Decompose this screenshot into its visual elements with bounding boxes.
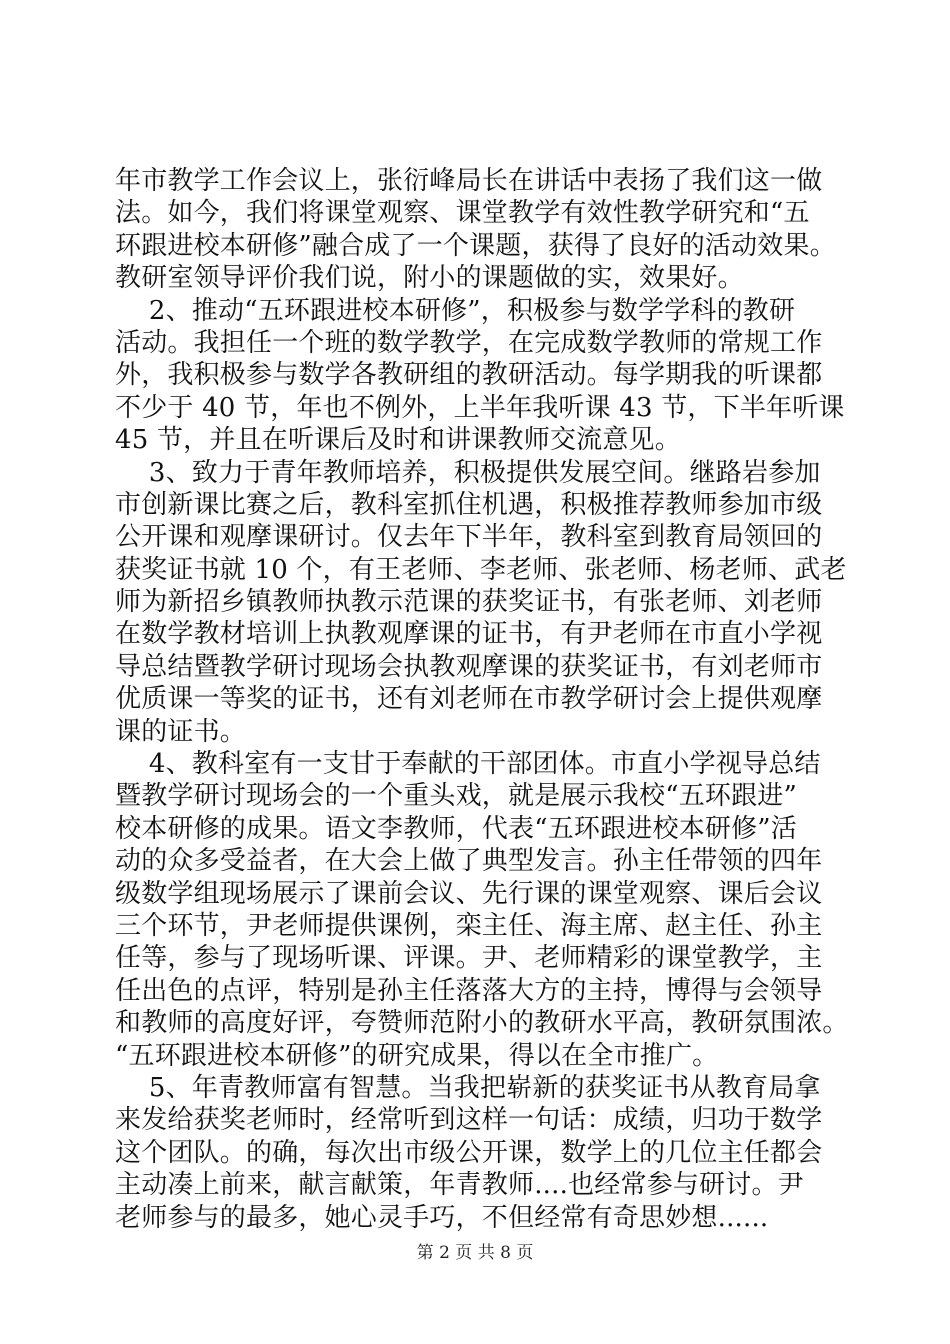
text-line: 师为新招乡镇教师执教示范课的获奖证书，有张老师、刘老师	[115, 587, 823, 618]
text-line: 2、推动“五环跟进校本研修”，积极参与数学学科的教研	[115, 295, 796, 326]
text-line: 5、年青教师富有智慧。当我把崭新的获奖证书从教育局拿	[115, 1072, 821, 1103]
text-line: 三个环节，尹老师提供课例，栾主任、海主席、赵主任、孙主	[115, 910, 823, 941]
text-line: 法。如今，我们将课堂观察、课堂教学有效性教学研究和“五	[115, 198, 810, 229]
text-line: 课的证书。	[115, 716, 247, 747]
text-line: “五环跟进校本研修”的研究成果，得以在全市推广。	[115, 1040, 719, 1071]
text-line: 任等，参与了现场听课、评课。尹、老师精彩的课堂教学，主	[115, 943, 823, 974]
text-line: 环跟进校本研修”融合成了一个课题，获得了良好的活动效果。	[115, 230, 836, 261]
text-line: 这个团队。的确，每次出市级公开课，数学上的几位主任都会	[115, 1137, 823, 1168]
page-number-indicator: 第 2 页 共 8 页	[416, 1243, 534, 1263]
text-line: 获奖证书就 10 个，有王老师、李老师、张老师、杨老师、武老	[115, 554, 847, 585]
text-line: 级数学组现场展示了课前会议、先行课的课堂观察、课后会议	[115, 878, 823, 909]
text-line: 公开课和观摩课研讨。仅去年下半年，教科室到教育局领回的	[115, 522, 823, 553]
text-line: 4、教科室有一支甘于奉献的干部团体。市直小学视导总结	[115, 749, 821, 780]
text-line: 来发给获奖老师时，经常听到这样一句话：成绩，归功于数学	[115, 1105, 823, 1136]
text-line: 主动凑上前来，献言献策，年青教师....也经常参与研讨。尹	[115, 1170, 804, 1201]
text-line: 市创新课比赛之后，教科室抓住机遇，积极推荐教师参加市级	[115, 489, 823, 520]
text-line: 导总结暨教学研讨现场会执教观摩课的获奖证书，有刘老师市	[115, 651, 823, 682]
text-line: 外，我积极参与数学各教研组的教研活动。每学期我的听课都	[115, 360, 823, 391]
text-line: 不少于 40 节，年也不例外，上半年我听课 43 节，下半年听课	[115, 392, 845, 423]
text-line: 年市教学工作会议上，张衍峰局长在讲话中表扬了我们这一做	[115, 166, 823, 196]
text-line: 动的众多受益者，在大会上做了典型发言。孙主任带领的四年	[115, 846, 823, 877]
text-line: 在数学教材培训上执教观摩课的证书，有尹老师在市直小学视	[115, 619, 823, 650]
page-footer	[0, 1238, 950, 1263]
text-line: 教研室领导评价我们说，附小的课题做的实，效果好。	[115, 263, 744, 294]
text-line: 任出色的点评，特别是孙主任落落大方的主持，博得与会领导	[115, 975, 823, 1006]
text-line: 校本研修的成果。语文李教师，代表“五环跟进校本研修”活	[115, 813, 797, 844]
text-line: 45 节，并且在听课后及时和讲课教师交流意见。	[115, 425, 681, 456]
text-line: 和教师的高度好评，夸赞师范附小的教研水平高，教研氛围浓。	[115, 1008, 849, 1039]
text-line: 暨教学研讨现场会的一个重头戏，就是展示我校“五环跟进”	[115, 781, 797, 812]
text-line: 老师参与的最多，她心灵手巧，不但经常有奇思妙想......	[115, 1202, 769, 1233]
text-line: 优质课一等奖的证书，还有刘老师在市教学研讨会上提供观摩	[115, 684, 823, 715]
text-line: 活动。我担任一个班的数学教学，在完成数学教师的常规工作	[115, 327, 823, 358]
document-body	[115, 165, 855, 1234]
text-line: 3、致力于青年教师培养，积极提供发展空间。继路岩参加	[115, 457, 821, 488]
